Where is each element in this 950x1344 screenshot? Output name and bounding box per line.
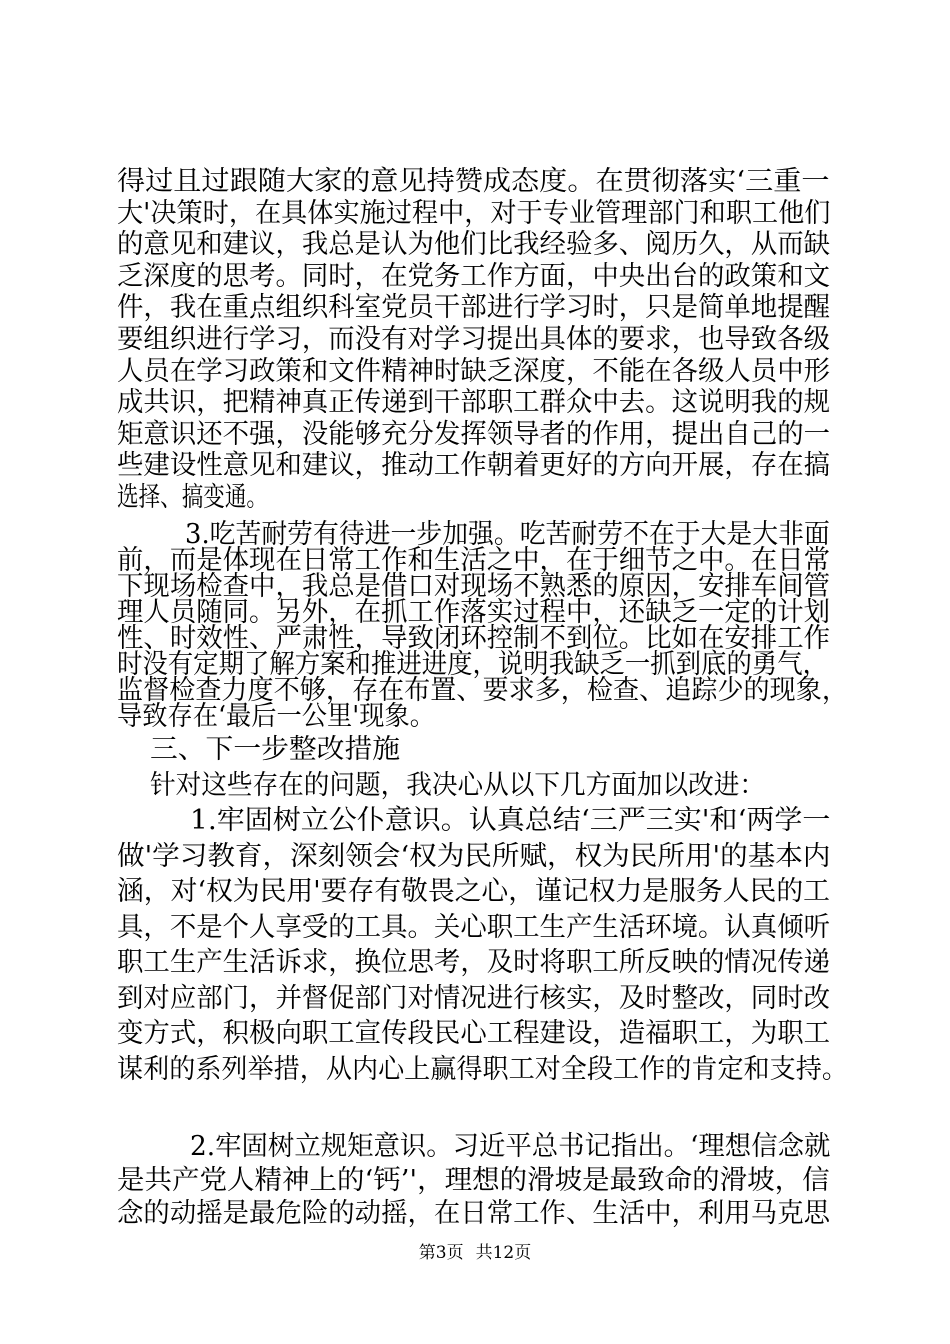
text-line: 前，而是体现在日常工作和生活之中，在于细节之中。在日常 — [117, 545, 831, 576]
text-line: 矩意识还不强，没能够充分发挥领导者的作用，提出自己的一 — [117, 419, 831, 450]
text-line: 2.牢固树立规矩意识。习近平总书记指出。‘理想信念就 — [190, 1131, 831, 1162]
text-line: 变方式，积极向职工宣传段民心工程建设，造福职工，为职工 — [117, 1018, 831, 1049]
text-line: 得过且过跟随大家的意见持赞成态度。在贯彻落实‘三重一 — [117, 166, 830, 197]
text-line: 下现场检查中，我总是借口对现场不熟悉的原因，安排车间管 — [117, 571, 831, 602]
text-line: 成共识，把精神真正传递到干部职工群众中去。这说明我的规 — [117, 387, 831, 418]
text-line: 做'学习教育，深刻领会‘权为民所赋，权为民所用'的基本内 — [117, 841, 831, 872]
text-line: 谋利的系列举措，从内心上赢得职工对全段工作的肯定和支持。 — [117, 1054, 848, 1085]
text-line: 导致存在‘最后一公里'现象。 — [117, 701, 436, 732]
text-line: 是共产党人精神上的‘钙’'，理想的滑坡是最致命的滑坡，信 — [117, 1165, 830, 1196]
text-line: 些建设性意见和建议，推动工作朝着更好的方向开展，存在搞 — [117, 450, 831, 481]
text-line: 人员在学习政策和文件精神时缺乏深度，不能在各级人员中形 — [117, 356, 831, 387]
text-line: 选择、搞变通。 — [117, 482, 268, 513]
text-line: 大'决策时，在具体实施过程中，对于专业管理部门和职工他们 — [117, 198, 831, 229]
text-line: 的意见和建议，我总是认为他们比我经验多、阅历久，从而缺 — [117, 229, 831, 260]
text-line: 监督检查力度不够，存在布置、要求多，检查、追踪少的现象， — [117, 675, 848, 706]
text-line: 针对这些存在的问题，我决心从以下几方面加以改进： — [150, 770, 766, 801]
text-line: 件，我在重点组织科室党员干部进行学习时，只是简单地提醒 — [117, 292, 831, 323]
text-line: 性、时效性、严肃性，导致闭环控制不到位。比如在安排工作 — [117, 623, 831, 654]
page-number: 第3页 — [418, 1243, 464, 1263]
text-line: 理人员随同。另外，在抓工作落实过程中，还缺乏一定的计划 — [117, 597, 831, 628]
text-line: 念的动摇是最危险的动摇，在日常工作、生活中，利用马克思 — [117, 1198, 831, 1229]
section-heading: 三、下一步整改措施 — [150, 734, 400, 765]
text-line: 涵，对‘权为民用'要存有敬畏之心，谨记权力是服务人民的工 — [117, 876, 830, 907]
text-line: 具，不是个人享受的工具。关心职工生产生活环境。认真倾听 — [117, 912, 831, 943]
text-line: 乏深度的思考。同时，在党务工作方面，中央出台的政策和文 — [117, 261, 831, 292]
text-line: 1.牢固树立公仆意识。认真总结‘三严三实'和‘两学一 — [190, 805, 831, 836]
text-line: 3.吃苦耐劳有待进一步加强。吃苦耐劳不在于大是大非面 — [185, 519, 830, 550]
text-line: 职工生产生活诉求，换位思考，及时将职工所反映的情况传递 — [117, 947, 831, 978]
text-line: 时没有定期了解方案和推进进度，说明我缺乏一抓到底的勇气， — [117, 649, 829, 680]
text-line: 到对应部门，并督促部门对情况进行核实，及时整改，同时改 — [117, 983, 831, 1014]
page-total: 共12页 — [475, 1243, 532, 1263]
page-footer — [0, 1242, 950, 1264]
text-line: 要组织进行学习，而没有对学习提出具体的要求，也导致各级 — [117, 324, 831, 355]
